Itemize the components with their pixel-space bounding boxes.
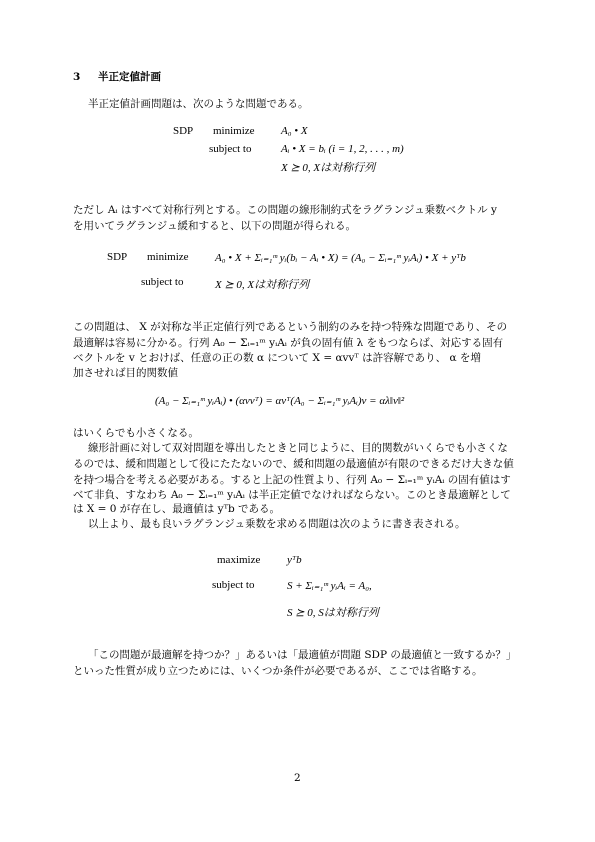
sdp2-constraint-1: X ⪰ 0, Xは対称行列 bbox=[215, 279, 310, 291]
paragraph-2-line-2: を用いてラグランジュ緩和すると、以下の問題が得られる。 bbox=[73, 220, 357, 232]
sdp2-subject-to: subject to bbox=[141, 276, 184, 288]
paragraph-3-line-2: 最適解は容易に分かる。行列 A₀ − Σᵢ₌₁ᵐ yᵢAᵢ が負の固有値 λ をもつならば、対応する固有 bbox=[73, 337, 504, 349]
sdp1-objective: A₀ • X bbox=[281, 125, 308, 137]
paragraph-6: 以上より、最も良いラグランジュ乗数を求める問題は次のように書き表される。 bbox=[88, 518, 466, 530]
sdp2-objective: A₀ • X + Σᵢ₌₁ᵐ yᵢ(bᵢ − Aᵢ • X) = (A₀ − Σᵢ₌₁ᵐ yᵢAᵢ) • X + yᵀb bbox=[215, 252, 466, 264]
paragraph-3-line-4: 加させれば目的関数値 bbox=[73, 367, 178, 379]
sdp1-minimize: minimize bbox=[213, 125, 255, 137]
paragraph-5-line-3: を持つ場合を考える必要がある。すると上記の性質より、行列 A₀ − Σᵢ₌₁ᵐ yᵢAᵢ の固有値はす bbox=[73, 474, 511, 486]
dual-constraint-1: S + Σᵢ₌₁ᵐ yᵢAᵢ = A₀, bbox=[287, 580, 372, 592]
sdp2-label: SDP bbox=[107, 251, 128, 263]
paragraph-5-line-4: べて非負、すなわち A₀ − Σᵢ₌₁ᵐ yᵢAᵢ は半正定値でなければならない。このとき最適解として bbox=[73, 489, 511, 501]
paragraph-4: はいくらでも小さくなる。 bbox=[73, 427, 199, 439]
intro-paragraph: 半正定値計画問題は、次のような問題である。 bbox=[88, 98, 309, 110]
page-number: 2 bbox=[294, 772, 301, 784]
dual-constraint-2: S ⪰ 0, Sは対称行列 bbox=[287, 607, 379, 619]
dual-subject-to: subject to bbox=[212, 579, 255, 591]
sdp1-label: SDP bbox=[173, 125, 194, 137]
dual-objective: yᵀb bbox=[287, 554, 302, 566]
paragraph-5-line-5: は X = 0 が存在し、最適値は yᵀb である。 bbox=[73, 503, 281, 515]
sdp1-constraint-1: Aᵢ • X = bᵢ (i = 1, 2, . . . , m) bbox=[281, 143, 404, 155]
paragraph-3-line-1: この問題は、 X が対称な半正定値行列であるという制約のみを持つ特殊な問題であり、その bbox=[73, 321, 508, 333]
section-title: 半正定値計画 bbox=[97, 71, 161, 83]
paragraph-5-line-2: るのでは、緩和問題として役にたたないので、緩和問題の最適値が有限のできるだけ大きな値 bbox=[73, 458, 514, 470]
paragraph-2-line-1: ただし Aᵢ はすべて対称行列とする。この問題の線形制約式をラグランジュ乗数ベクトル y bbox=[73, 204, 497, 216]
sdp1-constraint-2: X ⪰ 0, Xは対称行列 bbox=[281, 162, 376, 174]
paragraph-7-line-2: といった性質が成り立つためには、いくつか条件が必要であるが、ここでは省略する。 bbox=[73, 665, 483, 677]
sdp2-minimize: minimize bbox=[147, 251, 189, 263]
dual-maximize: maximize bbox=[217, 554, 261, 566]
paragraph-7-line-1: 「この問題が最適解を持つか？」あるいは「最適値が問題 SDP の最適値と一致するか？」 bbox=[88, 649, 517, 661]
objective-equation: (A₀ − Σᵢ₌₁ᵐ yᵢAᵢ) • (αvvᵀ) = αvᵀ(A₀ − Σᵢ₌₁ᵐ yᵢAᵢ)v = αλ‖v‖² bbox=[155, 395, 405, 407]
section-heading bbox=[73, 71, 161, 84]
paragraph-3-line-3: ベクトルを v とおけば、任意の正の数 α について X = αvvᵀ は許容解であり、 α を増 bbox=[73, 352, 481, 364]
sdp1-subject-to: subject to bbox=[209, 143, 252, 155]
section-number: 3 bbox=[73, 71, 81, 83]
paragraph-5-line-1: 線形計画に対して双対問題を導出したときと同じように、目的関数がいくらでも小さくな bbox=[88, 442, 508, 454]
